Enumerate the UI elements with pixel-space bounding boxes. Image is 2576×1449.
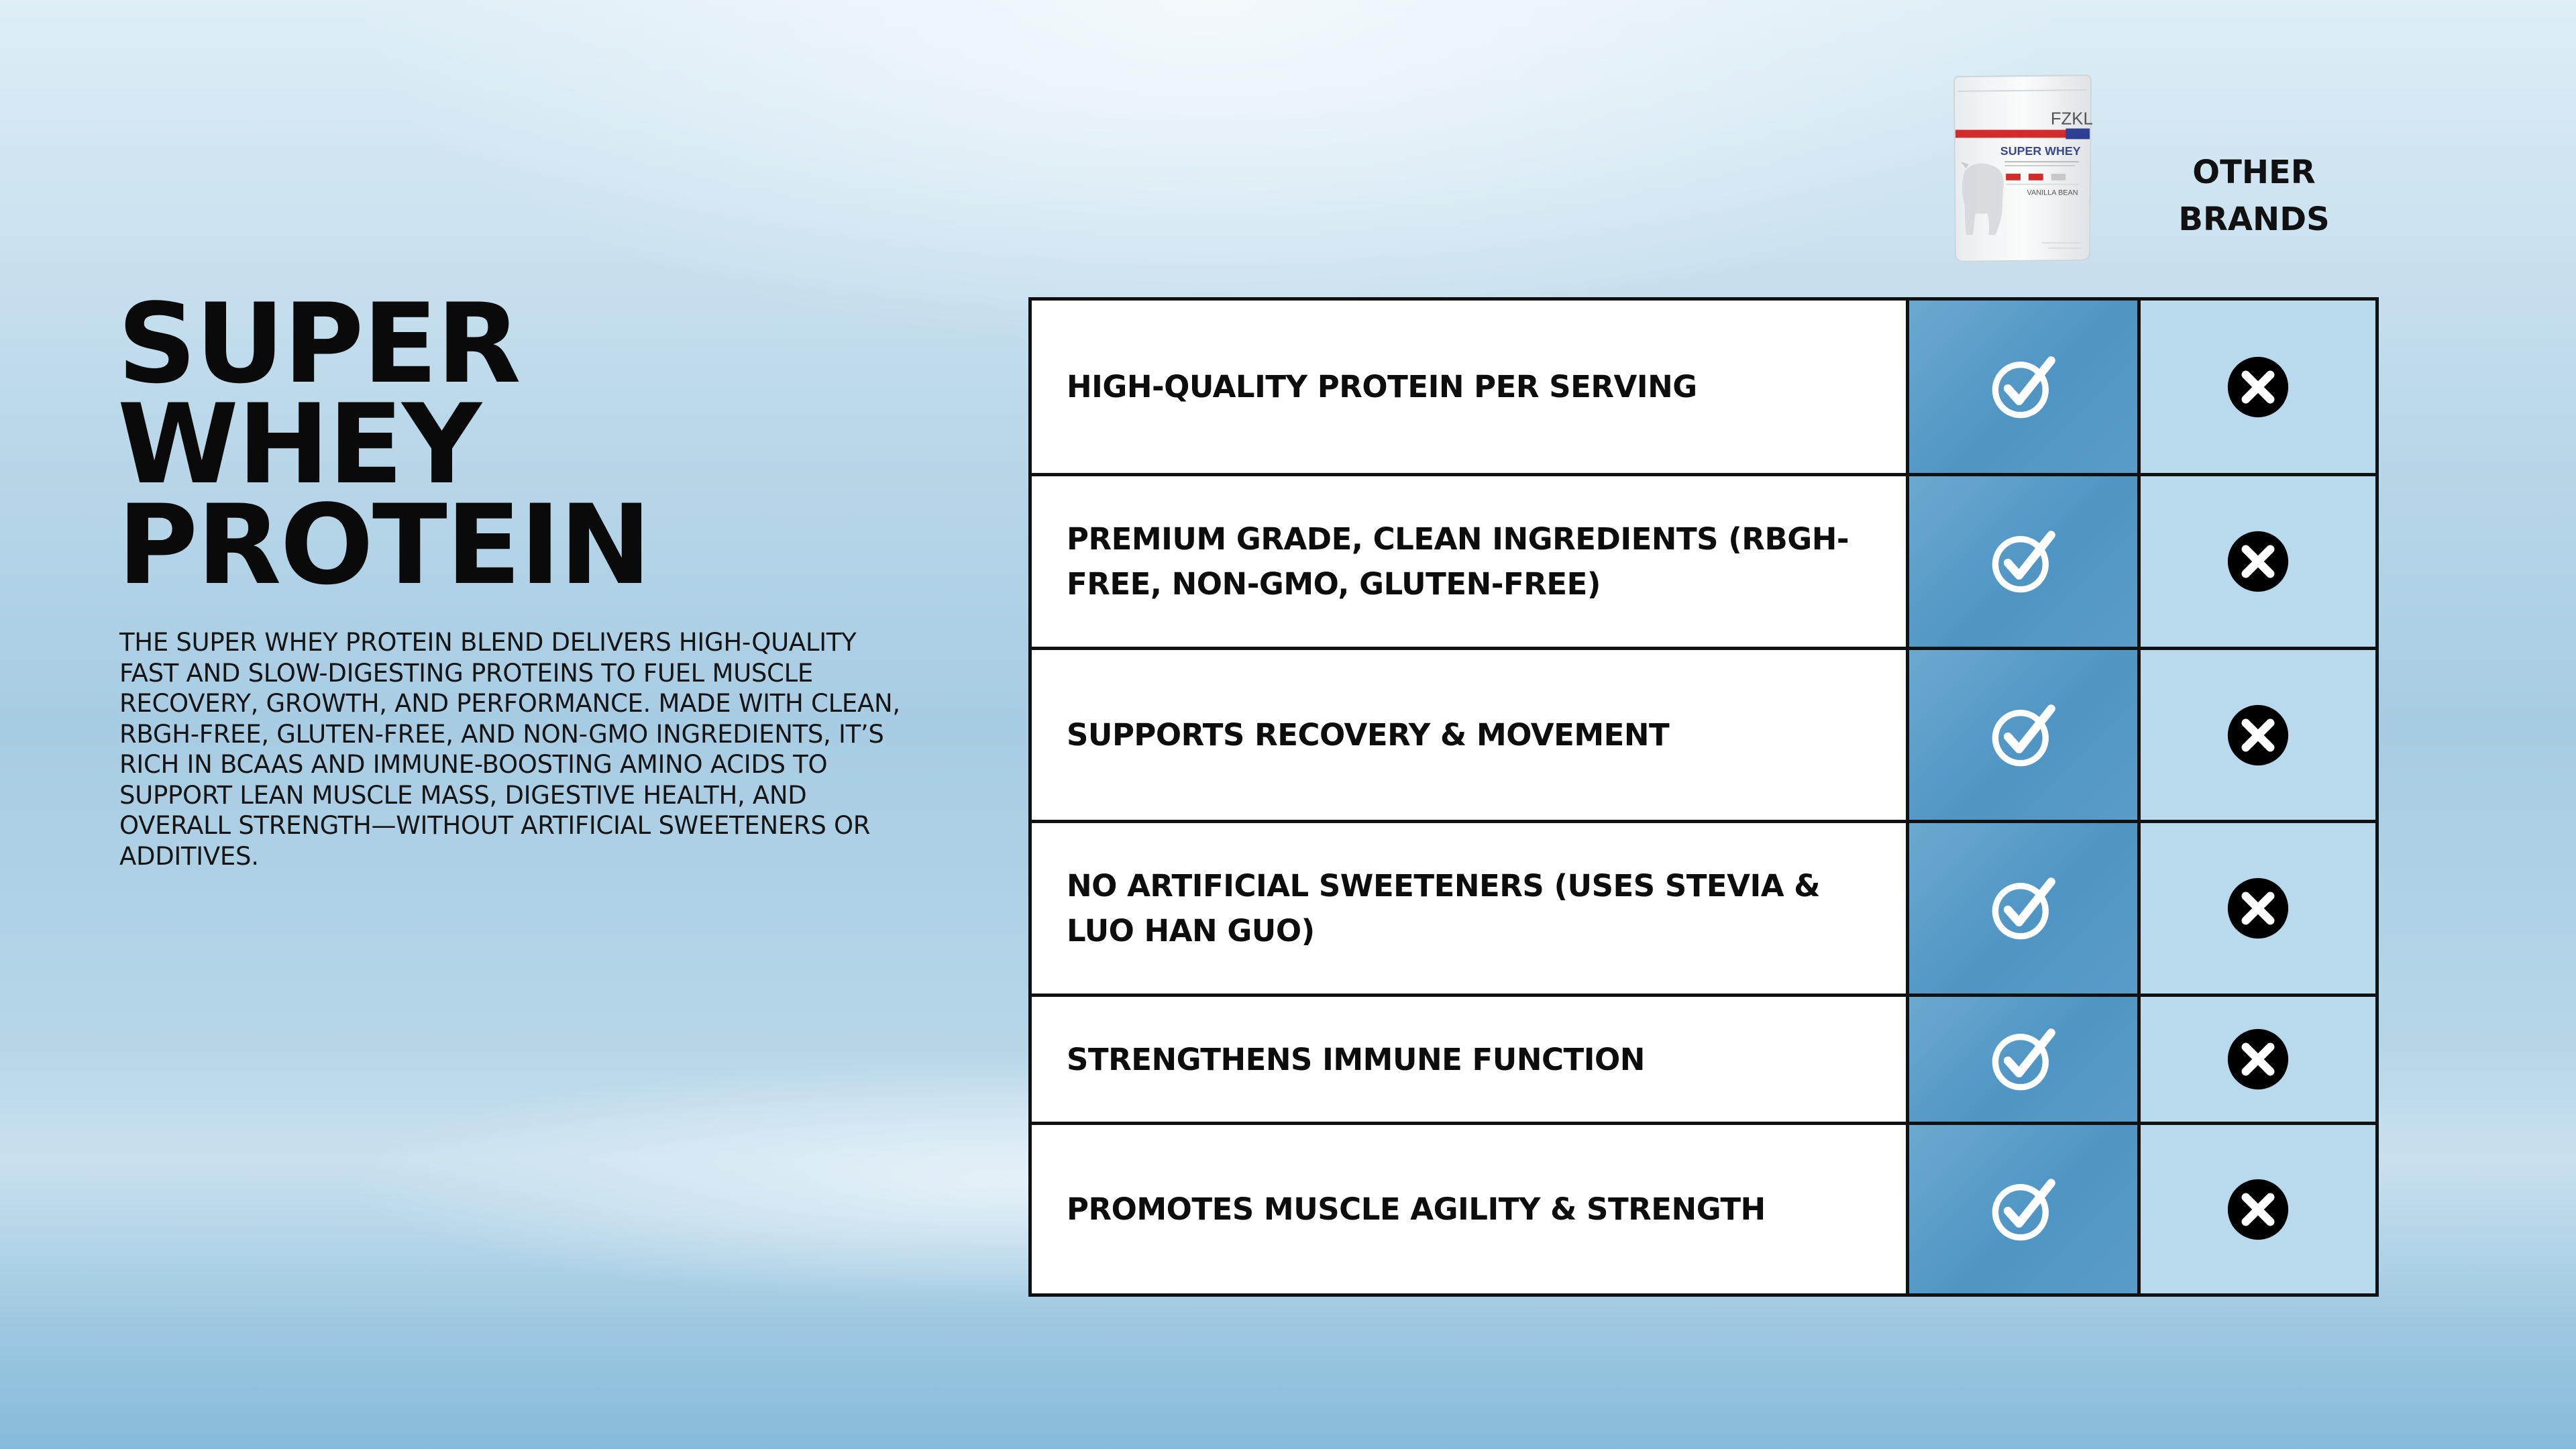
- other-brands-cell: [2141, 823, 2375, 994]
- pouch-name: SUPER WHEY: [2000, 144, 2081, 158]
- other-brands-cell: [2141, 650, 2375, 820]
- title-line-2: WHEY: [117, 380, 480, 508]
- title-line-3: PROTEIN: [117, 481, 651, 609]
- super-whey-cell: [1906, 650, 2141, 820]
- product-description: THE SUPER WHEY PROTEIN BLEND DELIVERS HIGH-QUALITY FAST AND SLOW-DIGESTING PROTEINS TO FUEL MUSCLE RECOVERY, GROWTH, AND PERFORMANCE. MADE WITH CLEAN, RBGH-FREE, GLUTEN-FREE, AND NON-GMO INGREDIENTS, IT’S RICH IN BCAAS AND IMMUNE-BOOSTING AMINO ACIDS TO SUPPORT LEAN MUSCLE MASS, DIGESTIVE HEALTH, AND OVERALL STRENGTH—WITHOUT ARTIFICIAL SWEETENERS OR ADDITIVES.: [119, 628, 900, 871]
- other-brands-line-1: OTHER: [2192, 154, 2316, 191]
- product-pouch-image: [1949, 70, 2095, 265]
- feature-label: PREMIUM GRADE, CLEAN INGREDIENTS (RBGH-FREE, NON-GMO, GLUTEN-FREE): [1032, 476, 1906, 647]
- other-brands-cell: [2141, 1125, 2375, 1293]
- x-icon: [2226, 876, 2290, 941]
- x-icon: [2226, 529, 2290, 594]
- table-row: [1032, 1122, 2375, 1293]
- check-icon: [1988, 873, 2058, 943]
- comparison-table: [1028, 297, 2379, 1297]
- other-brands-cell: [2141, 476, 2375, 647]
- other-brands-cell: [2141, 301, 2375, 473]
- feature-label: NO ARTIFICIAL SWEETENERS (USES STEVIA & LUO HAN GUO): [1032, 823, 1906, 994]
- table-row: [1032, 647, 2375, 820]
- feature-label: STRENGTHENS IMMUNE FUNCTION: [1032, 997, 1906, 1122]
- feature-label: SUPPORTS RECOVERY & MOVEMENT: [1032, 650, 1906, 820]
- x-icon: [2226, 703, 2290, 767]
- feature-label: HIGH-QUALITY PROTEIN PER SERVING: [1032, 301, 1906, 473]
- pouch-brand: FZKL: [2050, 109, 2093, 129]
- table-row: [1032, 994, 2375, 1122]
- check-icon: [1988, 527, 2058, 596]
- table-row: [1032, 301, 2375, 473]
- super-whey-cell: [1906, 1125, 2141, 1293]
- super-whey-cell: [1906, 997, 2141, 1122]
- check-icon: [1988, 352, 2058, 422]
- table-row: [1032, 820, 2375, 994]
- check-icon: [1988, 1024, 2058, 1094]
- other-brands-header: [2147, 149, 2361, 243]
- feature-label: PROMOTES MUSCLE AGILITY & STRENGTH: [1032, 1125, 1906, 1293]
- title-line-1: SUPER: [117, 280, 520, 408]
- page-title: [117, 280, 651, 609]
- super-whey-cell: [1906, 823, 2141, 994]
- check-icon: [1988, 700, 2058, 770]
- x-icon: [2226, 1177, 2290, 1242]
- super-whey-cell: [1906, 301, 2141, 473]
- pouch-flavor: VANILLA BEAN: [2027, 189, 2078, 197]
- check-icon: [1988, 1175, 2058, 1244]
- table-row: [1032, 473, 2375, 647]
- other-brands-line-2: BRANDS: [2178, 201, 2330, 238]
- x-icon: [2226, 355, 2290, 419]
- super-whey-cell: [1906, 476, 2141, 647]
- other-brands-cell: [2141, 997, 2375, 1122]
- x-icon: [2226, 1027, 2290, 1091]
